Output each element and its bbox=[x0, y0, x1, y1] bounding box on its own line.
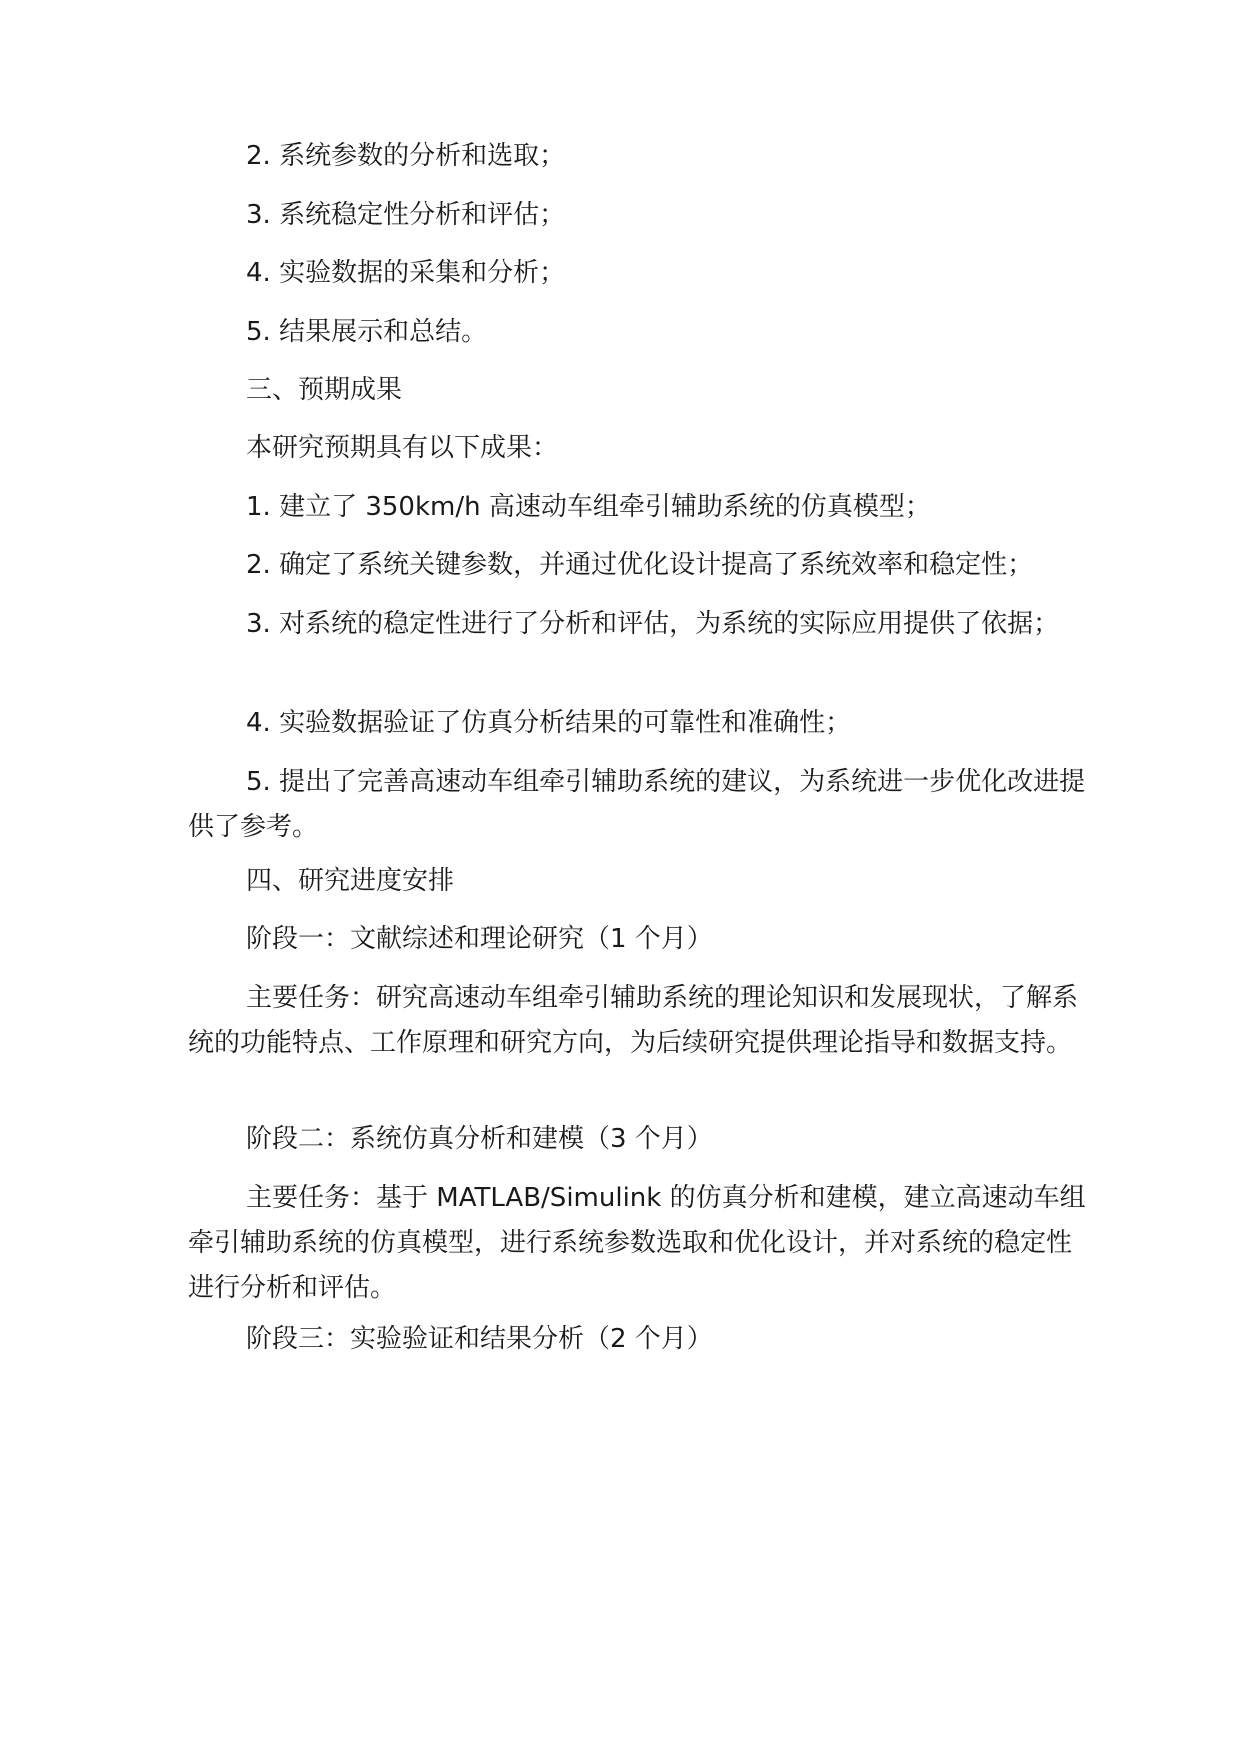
paragraph: 本研究预期具有以下成果： bbox=[246, 433, 559, 463]
list-item: 2. 确定了系统关键参数，并通过优化设计提高了系统效率和稳定性； bbox=[246, 550, 1034, 580]
paragraph: 主要任务：研究高速动车组牵引辅助系统的理论知识和发展现状，了解系统的功能特点、工作原理和研究方向，为后续研究提供理论指导和数据支持。 bbox=[188, 983, 1079, 1058]
list-item: 4. 实验数据的采集和分析； bbox=[246, 258, 566, 288]
list-item: 5. 提出了完善高速动车组牵引辅助系统的建议，为系统进一步优化改进提供了参考。 bbox=[188, 767, 1086, 842]
list-item: 3. 对系统的稳定性进行了分析和评估，为系统的实际应用提供了依据； bbox=[246, 609, 1060, 639]
section-heading: 四、研究进度安排 bbox=[246, 866, 455, 896]
list-item: 3. 系统稳定性分析和评估； bbox=[246, 200, 566, 230]
list-item: 4. 实验数据验证了仿真分析结果的可靠性和准确性； bbox=[246, 708, 852, 738]
stage-heading: 阶段一：文献综述和理论研究（1 个月） bbox=[246, 924, 713, 954]
list-item: 1. 建立了 350km/h 高速动车组牵引辅助系统的仿真模型； bbox=[246, 492, 931, 522]
stage-heading: 阶段三：实验验证和结果分析（2 个月） bbox=[246, 1324, 713, 1354]
paragraph: 主要任务：基于 MATLAB/Simulink 的仿真分析和建模，建立高速动车组牵引辅助系统的仿真模型，进行系统参数选取和优化设计，并对系统的稳定性进行分析和评估。 bbox=[188, 1183, 1086, 1303]
stage-heading: 阶段二：系统仿真分析和建模（3 个月） bbox=[246, 1124, 713, 1154]
list-item: 2. 系统参数的分析和选取； bbox=[246, 141, 566, 171]
section-heading: 三、预期成果 bbox=[246, 375, 403, 405]
list-item: 5. 结果展示和总结。 bbox=[246, 317, 488, 347]
